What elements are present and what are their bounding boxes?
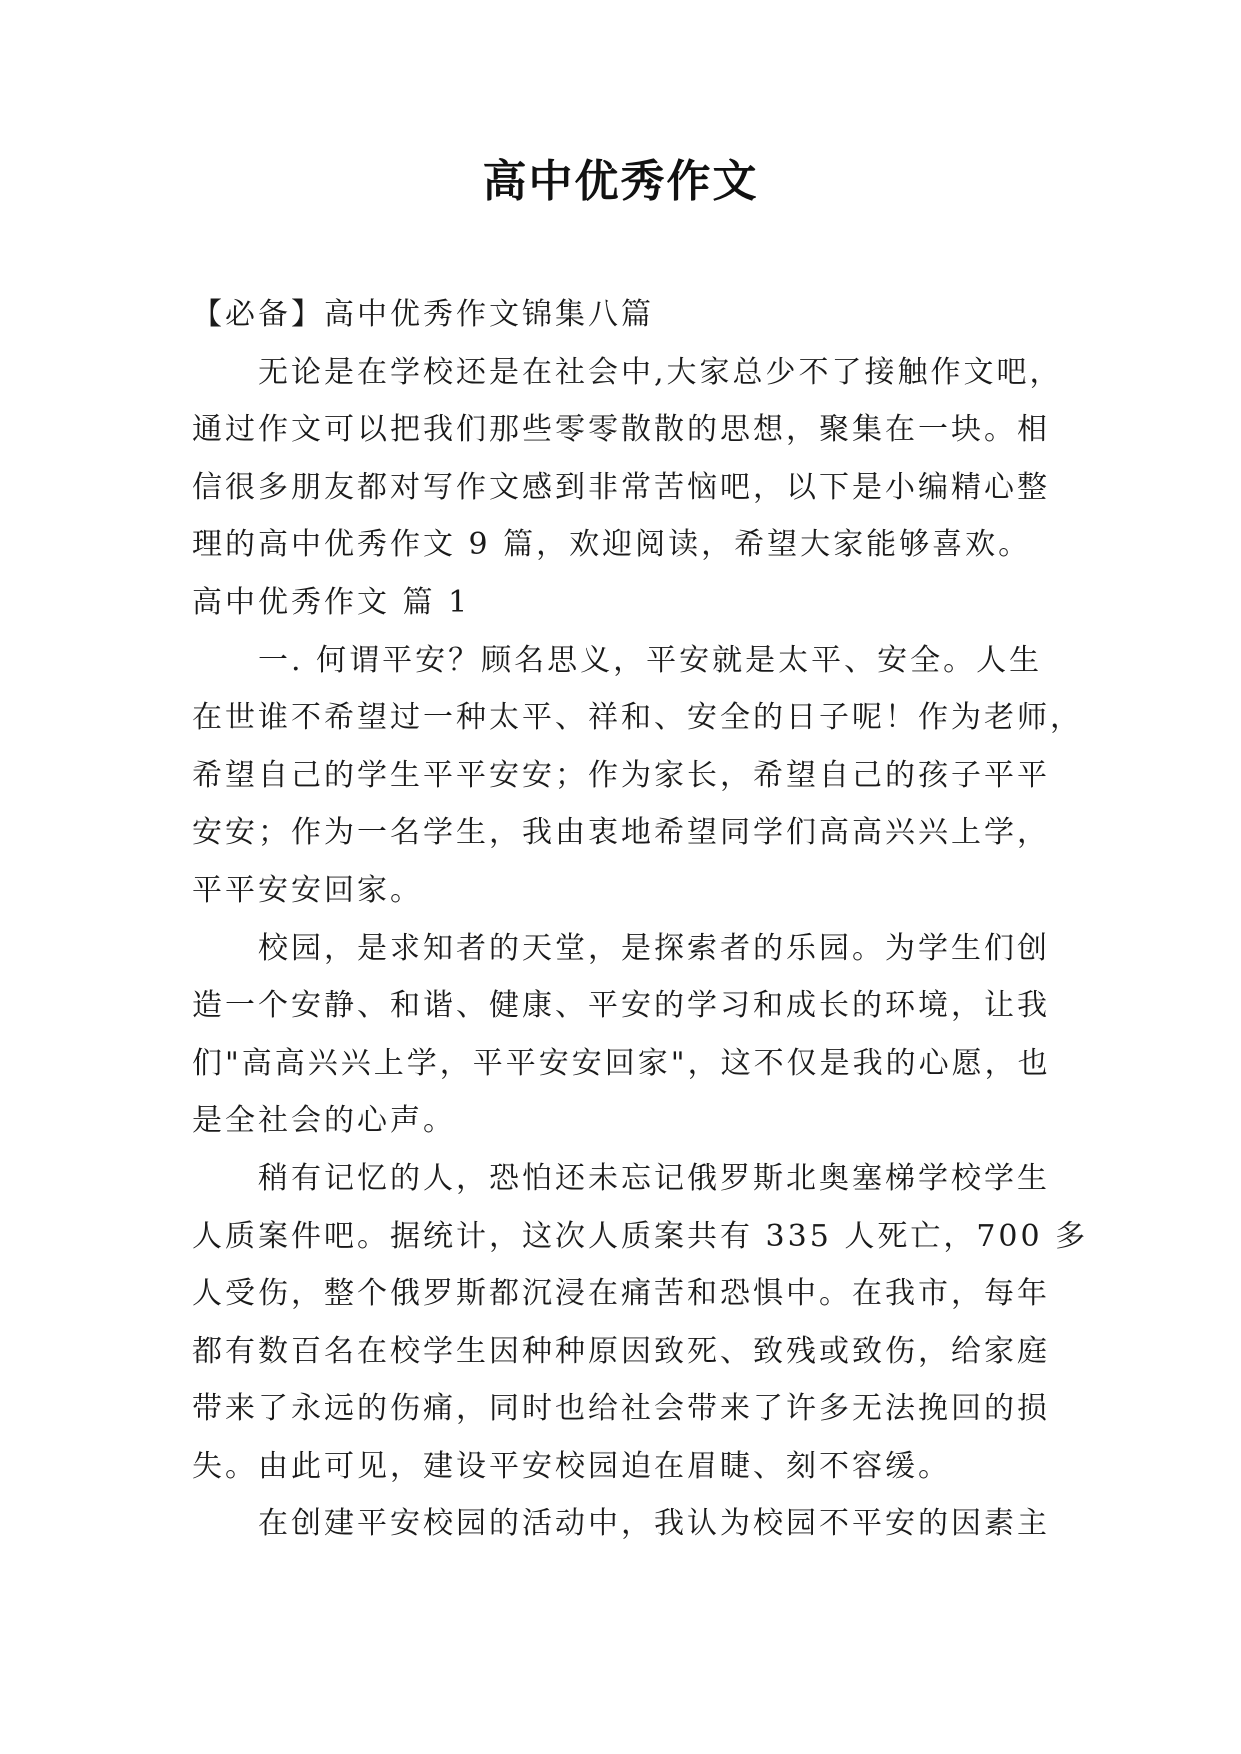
paragraph-line: 一. 何谓平安？顾名思义，平安就是太平、安全。人生 bbox=[258, 642, 1043, 678]
paragraph-line: 通过作文可以把我们那些零零散散的思想，聚集在一块。相 bbox=[192, 412, 1050, 448]
paragraph-line: 人质案件吧。据统计，这次人质案共有 335 人死亡，700 多 bbox=[192, 1218, 1089, 1254]
paragraph-line: 无论是在学校还是在社会中,大家总少不了接触作文吧， bbox=[258, 354, 1063, 390]
paragraph-line: 们"高高兴兴上学，平平安安回家"，这不仅是我的心愿，也 bbox=[192, 1045, 1051, 1081]
document-title: 高中优秀作文 bbox=[482, 156, 759, 207]
paragraph-line: 希望自己的学生平平安安；作为家长，希望自己的孩子平平 bbox=[192, 757, 1050, 793]
paragraph-line: 是全社会的心声。 bbox=[192, 1103, 456, 1139]
paragraph-line: 稍有记忆的人，恐怕还未忘记俄罗斯北奥塞梯学校学生 bbox=[258, 1160, 1050, 1196]
paragraph-line: 校园，是求知者的天堂，是探索者的乐园。为学生们创 bbox=[258, 930, 1050, 966]
paragraph-line: 信很多朋友都对写作文感到非常苦恼吧，以下是小编精心整 bbox=[192, 469, 1050, 505]
paragraph-line: 失。由此可见，建设平安校园迫在眉睫、刻不容缓。 bbox=[192, 1448, 951, 1484]
section-heading: 高中优秀作文 篇 1 bbox=[192, 584, 471, 620]
paragraph-line: 在世谁不希望过一种太平、祥和、安全的日子呢！作为老师， bbox=[192, 700, 1083, 736]
document-body bbox=[192, 286, 1089, 1553]
paragraph-line: 都有数百名在校学生因种种原因致死、致残或致伤，给家庭 bbox=[192, 1333, 1050, 1369]
paragraph-line: 平平安安回家。 bbox=[192, 872, 423, 908]
paragraph-line: 在创建平安校园的活动中，我认为校园不平安的因素主 bbox=[258, 1506, 1050, 1542]
paragraph-line: 安安；作为一名学生，我由衷地希望同学们高高兴兴上学， bbox=[192, 815, 1050, 851]
paragraph-line: 人受伤，整个俄罗斯都沉浸在痛苦和恐惧中。在我市，每年 bbox=[192, 1276, 1050, 1312]
subtitle-line: 【必备】高中优秀作文锦集八篇 bbox=[192, 297, 654, 332]
paragraph-line: 理的高中优秀作文 9 篇，欢迎阅读，希望大家能够喜欢。 bbox=[192, 527, 1032, 563]
paragraph-line: 造一个安静、和谐、健康、平安的学习和成长的环境，让我 bbox=[192, 988, 1050, 1024]
paragraph-line: 带来了永远的伤痛，同时也给社会带来了许多无法挽回的损 bbox=[192, 1391, 1050, 1427]
